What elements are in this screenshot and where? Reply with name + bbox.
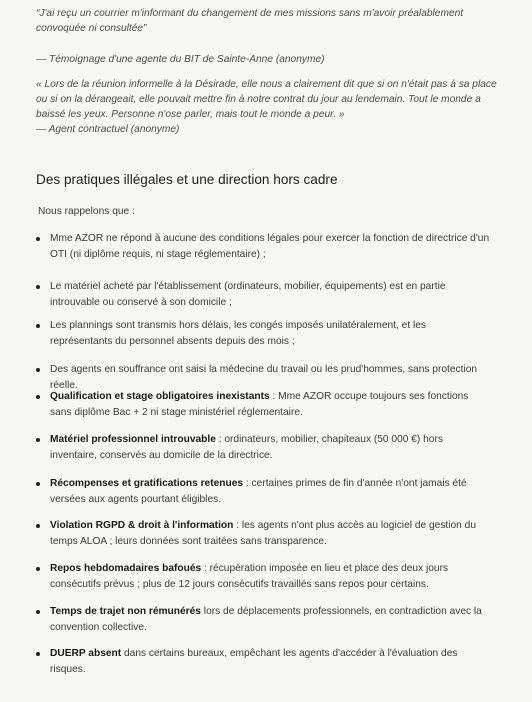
list-item: DUERP absent dans certains bureaux, empêchant les agents d'accéder à l'évaluation des risques. [50,646,490,677]
bullet-icon [36,438,40,442]
list-item: Récompenses et gratifications retenues : certaines primes de fin d'année n'ont jamais été versées aux agents pourtant éligibles. [50,476,490,507]
bullet-icon [36,482,40,486]
bullet-icon [36,368,40,372]
bullet-icon [36,567,40,571]
list-item: Repos hebdomadaires bafoués : récupération imposée en lieu et place des deux jours consécutifs prévus ; plus de 12 jours consécutifs travaillés sans repos pour certains. [50,561,490,592]
section-title: Des pratiques illégales et une direction hors cadre [36,172,338,187]
list-item: Temps de trajet non rémunérés lors de déplacements professionnels, en contradiction avec la convention collective. [50,604,490,635]
bullet-icon [36,285,40,289]
list-item: Les plannings sont transmis hors délais, les congés imposés unilatéralement, et les représentants du personnel absents depuis des mois ; [50,318,490,349]
testimony-attribution-1: — Témoignage d'une agente du BIT de Sainte-Anne (anonyme) [36,54,325,65]
list-item: Des agents en souffrance ont saisi la médecine du travail ou les prud'hommes, sans protection réelle. [50,362,490,393]
bullet-icon [36,524,40,528]
bullet-icon [36,610,40,614]
testimony-attribution-2: — Agent contractuel (anonyme) [36,124,180,135]
testimony-quote-1: “J'ai reçu un courrier m'informant du changement de mes missions sans m'avoir préalablement convoquée ni consultée” [36,8,464,34]
list-item: Le matériel acheté par l'établissement (ordinateurs, mobilier, équipements) est en partie introuvable ou conservé à son domicile ; [50,279,490,310]
list-item: Mme AZOR ne répond à aucune des conditions légales pour exercer la fonction de directrice d'un OTI (ni diplôme requis, ni stage réglementaire) ; [50,231,490,262]
testimony-quote-2: « Lors de la réunion informelle à la Désirade, elle nous a clairement dit que si on n'était pas à sa place ou si on la dérangeait, elle pouvait mettre fin à notre contrat du jour au lendemain. Tout le monde a baissé les yeux. Personne n'ose parler, mais tout le monde a peur. » — Agent contractuel (anonyme) [36,77,506,137]
list-item: Qualification et stage obligatoires inexistants : Mme AZOR occupe toujours ses fonctions sans diplôme Bac + 2 ni stage ministériel réglementaire. [50,389,490,420]
section-intro: Nous rappelons que : [38,206,135,217]
bullet-icon [36,237,40,241]
bullet-icon [36,395,40,399]
list-item: Violation RGPD & droit à l'information : les agents n'ont plus accès au logiciel de gestion du temps ALOA ; leurs données sont traitées sans transparence. [50,518,490,549]
bullet-icon [36,652,40,656]
bullet-icon [36,324,40,328]
list-item: Matériel professionnel introuvable : ordinateurs, mobilier, chapiteaux (50 000 €) hors inventaire, conservés au domicile de la directrice. [50,432,490,463]
